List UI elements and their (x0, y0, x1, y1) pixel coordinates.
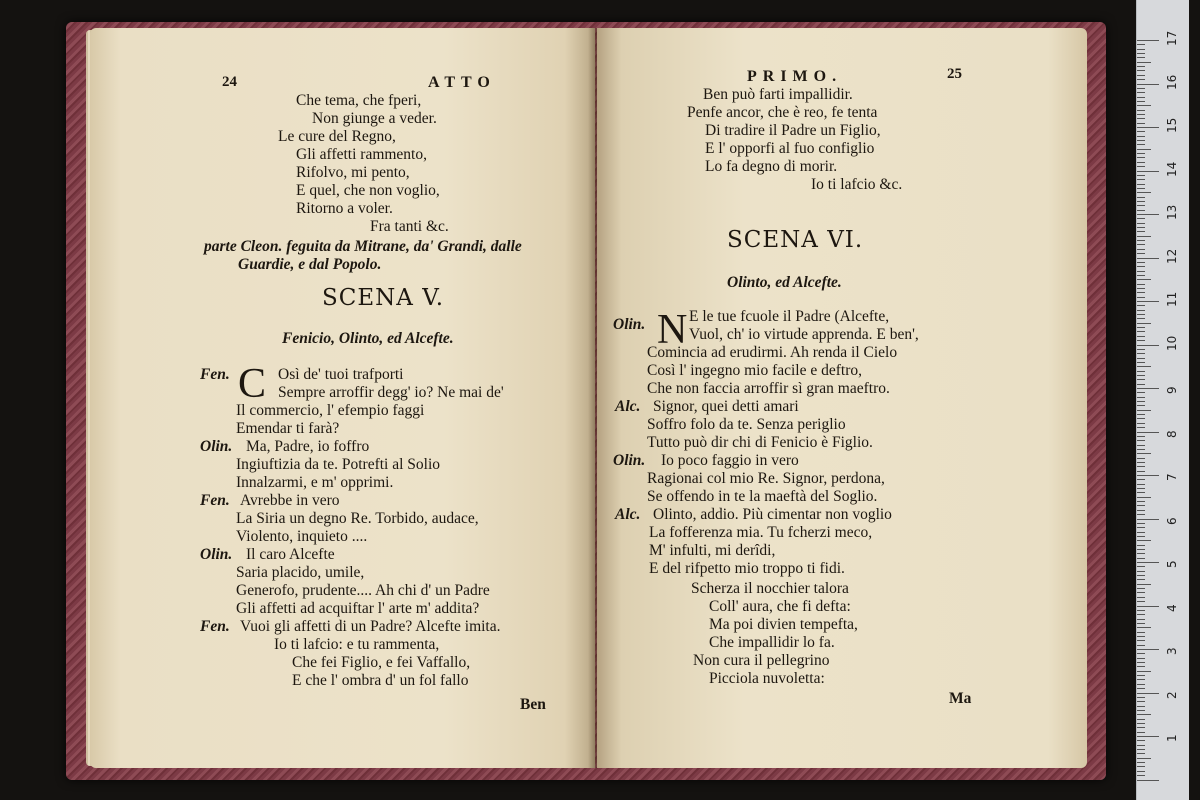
ruler-tick (1137, 79, 1145, 80)
verse-line: Non cura il pellegrino (693, 652, 830, 669)
ruler-tick (1137, 53, 1145, 54)
ruler-tick (1137, 179, 1145, 180)
ruler-tick (1137, 262, 1145, 263)
ruler-tick (1137, 401, 1145, 402)
dialogue-line: Soffro folo da te. Senza periglio (647, 416, 846, 433)
ruler-tick (1137, 445, 1145, 446)
dialogue-line: E che l' ombra d' un fol fallo (292, 672, 469, 689)
dialogue-line: Gli affetti ad acquiftar l' arte m' addita? (236, 600, 480, 617)
verse-line: E quel, che non voglio, (296, 182, 440, 199)
dialogue-line: Così l' ingegno mio facile e deftro, (647, 362, 863, 379)
ruler-tick (1137, 392, 1145, 393)
dialogue-line: Osì de' tuoi trafporti (278, 366, 404, 383)
ruler-tick (1137, 97, 1145, 98)
catchword: Ma (949, 690, 972, 707)
speaker-label: Alc. (615, 506, 641, 523)
verse-line: Lo fa degno di morir. (705, 158, 838, 175)
ruler-tick (1137, 597, 1145, 598)
ruler-tick (1137, 345, 1159, 346)
ruler-tick (1137, 305, 1145, 306)
ruler-label: 7 (1165, 473, 1179, 481)
dialogue-line: Innalzarmi, e m' opprimi. (236, 474, 394, 491)
ruler-tick (1137, 318, 1145, 319)
ruler-tick (1137, 510, 1145, 511)
ruler-tick (1137, 275, 1145, 276)
ruler-tick (1137, 366, 1151, 367)
ruler-tick (1137, 271, 1145, 272)
ruler-tick (1137, 66, 1145, 67)
ruler-tick (1137, 136, 1145, 137)
ruler-tick (1137, 131, 1145, 132)
ruler-tick (1137, 619, 1145, 620)
ruler-tick (1137, 484, 1145, 485)
verse-line: Scherza il nocchier talora (691, 580, 849, 597)
ruler-tick (1137, 584, 1151, 585)
ruler-tick (1137, 266, 1145, 267)
ruler-tick (1137, 540, 1151, 541)
ruler-tick (1137, 440, 1145, 441)
ruler-label: 9 (1165, 386, 1179, 394)
verse-line: Che tema, che fperi, (296, 92, 422, 109)
ruler-tick (1137, 666, 1145, 667)
running-header: PRIMO. (747, 68, 843, 85)
ruler-label: 2 (1165, 690, 1179, 699)
ruler-tick (1137, 532, 1145, 533)
ruler-tick (1137, 162, 1145, 163)
ruler-tick (1137, 127, 1159, 128)
ruler-label: 13 (1165, 204, 1179, 220)
ruler-tick (1137, 192, 1151, 193)
dialogue-line: M' infulti, mi derîdi, (649, 542, 776, 559)
ruler-tick (1137, 310, 1145, 311)
ruler-tick (1137, 188, 1145, 189)
ruler-tick (1137, 110, 1145, 111)
ruler-tick (1137, 284, 1145, 285)
dialogue-line: Saria placido, umile, (236, 564, 365, 581)
ruler-label: 1 (1165, 734, 1179, 742)
verse-line: Che impallidir lo fa. (709, 634, 835, 651)
ruler-tick (1137, 231, 1145, 232)
ruler-tick (1137, 714, 1151, 715)
dialogue-line: Se offendo in te la maeftà del Soglio. (647, 488, 878, 505)
dialogue-line: Il caro Alcefte (246, 546, 335, 563)
ruler-tick (1137, 723, 1145, 724)
ruler-tick (1137, 114, 1145, 115)
dialogue-line: E del rifpetto mio troppo ti fidi. (649, 560, 845, 577)
ruler-tick (1137, 227, 1145, 228)
ruler-label: 12 (1165, 248, 1179, 264)
ruler-label: 17 (1165, 30, 1179, 46)
ruler-tick (1137, 288, 1145, 289)
dialogue-line: Vuoi gli affetti di un Padre? Alcefte imita. (240, 618, 501, 635)
ruler-label: 14 (1165, 161, 1179, 177)
ruler-tick (1137, 706, 1145, 707)
scene-characters: Fenicio, Olinto, ed Alcefte. (282, 330, 454, 347)
ruler-tick (1137, 375, 1145, 376)
ruler-tick (1137, 62, 1151, 63)
ruler-tick (1137, 684, 1145, 685)
page-number: 24 (222, 74, 237, 90)
dialogue-line: La Siria un degno Re. Torbido, audace, (236, 510, 479, 527)
ruler-tick (1137, 49, 1145, 50)
ruler-tick (1137, 558, 1145, 559)
ruler-tick (1137, 44, 1145, 45)
ruler-tick (1137, 153, 1145, 154)
ruler-tick (1137, 384, 1145, 385)
ruler-label: 3 (1165, 647, 1179, 655)
ruler-tick (1137, 388, 1159, 389)
ruler-tick (1137, 301, 1159, 302)
ruler-tick (1137, 766, 1145, 767)
ruler-tick (1137, 475, 1159, 476)
dialogue-line: Signor, quei detti amari (653, 398, 799, 415)
ruler-tick (1137, 92, 1145, 93)
ruler-tick (1137, 479, 1145, 480)
ruler-tick (1137, 523, 1145, 524)
ruler-tick (1137, 640, 1145, 641)
verse-line: Le cure del Regno, (278, 128, 396, 145)
page-number: 25 (947, 66, 962, 82)
ruler-tick (1137, 758, 1151, 759)
dialogue-line: Tutto può dir chi di Fenicio è Figlio. (647, 434, 873, 451)
ruler-tick (1137, 253, 1145, 254)
ruler-tick (1137, 762, 1145, 763)
speaker-label: Olin. (200, 546, 233, 563)
ruler-tick (1137, 205, 1145, 206)
ruler-tick (1137, 606, 1159, 607)
ruler-tick (1137, 697, 1145, 698)
ruler-tick (1137, 449, 1145, 450)
dialogue-line: Emendar ti farà? (236, 420, 340, 437)
ruler-tick (1137, 501, 1145, 502)
dialogue-line: Sempre arroffir degg' io? Ne mai de' (278, 384, 504, 401)
ruler-tick (1137, 693, 1159, 694)
dialogue-line: Vuol, ch' io virtude apprenda. E ben', (689, 326, 919, 343)
ruler-label: 16 (1165, 74, 1179, 90)
dialogue-line: Che non faccia arroffir sì gran maeftro. (647, 380, 890, 397)
ruler-label: 10 (1165, 335, 1179, 351)
ruler-tick (1137, 592, 1145, 593)
verse-line: Penfe ancor, che è reo, fe tenta (687, 104, 878, 121)
ruler-tick (1137, 497, 1151, 498)
ruler-tick (1137, 405, 1145, 406)
ruler-tick (1137, 710, 1145, 711)
ruler-tick (1137, 736, 1159, 737)
drop-cap: C (238, 361, 267, 407)
ruler-tick (1137, 588, 1145, 589)
ruler-tick (1137, 144, 1145, 145)
speaker-label: Alc. (615, 398, 641, 415)
ruler-tick (1137, 418, 1145, 419)
ruler-tick (1137, 297, 1145, 298)
ruler-tick (1137, 201, 1145, 202)
scene-title: SCENA VI. (727, 227, 864, 253)
verse-line: Ma poi divien tempefta, (709, 616, 858, 633)
scene-characters: Olinto, ed Alcefte. (727, 274, 842, 291)
drop-cap: N (657, 307, 688, 353)
dialogue-line: Violento, inquieto .... (236, 528, 368, 545)
verse-line: Di tradire il Padre un Figlio, (705, 122, 881, 139)
ruler-tick (1137, 732, 1145, 733)
ruler-tick (1137, 353, 1145, 354)
left-page (90, 28, 595, 768)
ruler-tick (1137, 771, 1145, 772)
ruler-tick (1137, 519, 1159, 520)
dialogue-line: Che fei Figlio, e fei Vaffallo, (292, 654, 471, 671)
dialogue-line: Ragionai col mio Re. Signor, perdona, (647, 470, 885, 487)
ruler-tick (1137, 427, 1145, 428)
scene-title: SCENA V. (322, 285, 445, 311)
ruler-label: 15 (1165, 117, 1179, 133)
speaker-label: Fen. (200, 366, 230, 383)
speaker-label: Fen. (200, 492, 230, 509)
ruler-tick (1137, 336, 1145, 337)
verse-line: Io ti lafcio &c. (811, 176, 903, 193)
speaker-label: Fen. (200, 618, 230, 635)
stage-direction: parte Cleon. feguita da Mitrane, da' Grandi, dalle (204, 238, 522, 255)
ruler-tick (1137, 662, 1145, 663)
ruler-tick (1137, 123, 1145, 124)
dialogue-line: Comincia ad erudirmi. Ah renda il Cielo (647, 344, 898, 361)
ruler-tick (1137, 362, 1145, 363)
ruler-tick (1137, 140, 1145, 141)
ruler-label: 6 (1165, 516, 1179, 525)
ruler-tick (1137, 562, 1159, 563)
running-header: ATTO (428, 74, 496, 91)
ruler-tick (1137, 210, 1145, 211)
ruler-label: 8 (1165, 429, 1179, 438)
ruler-tick (1137, 244, 1145, 245)
ruler-tick (1137, 349, 1145, 350)
ruler-tick (1137, 410, 1151, 411)
ruler-tick (1137, 636, 1145, 637)
ruler-tick (1137, 453, 1151, 454)
ruler-tick (1137, 166, 1145, 167)
ruler-tick (1137, 458, 1145, 459)
ruler-tick (1137, 549, 1145, 550)
ruler-tick (1137, 323, 1151, 324)
verse-line: E l' opporfi al fuo configlio (705, 140, 875, 157)
ruler-tick (1137, 175, 1145, 176)
dialogue-line: Avrebbe in vero (240, 492, 340, 509)
ruler-tick (1137, 466, 1145, 467)
ruler-tick (1137, 462, 1145, 463)
ruler-tick (1137, 88, 1145, 89)
ruler-tick (1137, 601, 1145, 602)
ruler-tick (1137, 675, 1145, 676)
ruler-tick (1137, 40, 1159, 41)
dialogue-line: E le tue fcuole il Padre (Alcefte, (689, 308, 890, 325)
ruler-tick (1137, 571, 1145, 572)
ruler-tick (1137, 236, 1151, 237)
dialogue-line: La fofferenza mia. Tu fcherzi meco, (649, 524, 873, 541)
ruler-tick (1137, 157, 1145, 158)
ruler-tick (1137, 423, 1145, 424)
ruler-tick (1137, 579, 1145, 580)
speaker-label: Olin. (613, 316, 646, 333)
ruler-label: 4 (1165, 603, 1179, 612)
stage-direction: Guardie, e dal Popolo. (238, 256, 382, 273)
measuring-ruler (1136, 0, 1189, 800)
ruler-tick (1137, 492, 1145, 493)
verse-line: Ben può farti impallidir. (703, 86, 853, 103)
ruler-tick (1137, 214, 1159, 215)
dialogue-line: Generofo, prudente.... Ah chi d' un Padre (236, 582, 490, 599)
ruler-tick (1137, 553, 1145, 554)
ruler-tick (1137, 671, 1151, 672)
ruler-tick (1137, 184, 1145, 185)
ruler-tick (1137, 436, 1145, 437)
verse-line: Ritorno a voler. (296, 200, 393, 217)
ruler-tick (1137, 397, 1145, 398)
ruler-tick (1137, 749, 1145, 750)
catchword: Ben (520, 696, 546, 713)
ruler-tick (1137, 649, 1159, 650)
ruler-tick (1137, 679, 1145, 680)
verse-line: Fra tanti &c. (370, 218, 449, 235)
ruler-tick (1137, 75, 1145, 76)
ruler-tick (1137, 623, 1145, 624)
ruler-tick (1137, 753, 1145, 754)
ruler-tick (1137, 258, 1159, 259)
dialogue-line: Olinto, addio. Più cimentar non voglio (653, 506, 892, 523)
ruler-tick (1137, 719, 1145, 720)
dialogue-line: Ma, Padre, io foffro (246, 438, 370, 455)
ruler-tick (1137, 653, 1145, 654)
speaker-label: Olin. (200, 438, 233, 455)
verse-line: Rifolvo, mi pento, (296, 164, 410, 181)
speaker-label: Olin. (613, 452, 646, 469)
ruler-tick (1137, 327, 1145, 328)
ruler-tick (1137, 197, 1145, 198)
verse-line: Non giunge a veder. (312, 110, 437, 127)
ruler-tick (1137, 701, 1145, 702)
ruler-tick (1137, 740, 1145, 741)
ruler-tick (1137, 614, 1145, 615)
ruler-tick (1137, 645, 1145, 646)
ruler-tick (1137, 632, 1145, 633)
ruler-tick (1137, 340, 1145, 341)
dialogue-line: Io ti lafcio: e tu rammenta, (274, 636, 440, 653)
ruler-tick (1137, 149, 1151, 150)
ruler-label: 11 (1165, 291, 1179, 307)
ruler-tick (1137, 545, 1145, 546)
verse-line: Gli affetti rammento, (296, 146, 427, 163)
ruler-tick (1137, 279, 1151, 280)
ruler-tick (1137, 101, 1145, 102)
ruler-tick (1137, 775, 1145, 776)
ruler-tick (1137, 610, 1145, 611)
ruler-tick (1137, 575, 1145, 576)
ruler-tick (1137, 505, 1145, 506)
ruler-tick (1137, 471, 1145, 472)
verse-line: Picciola nuvoletta: (709, 670, 825, 687)
ruler-tick (1137, 223, 1145, 224)
ruler-tick (1137, 371, 1145, 372)
ruler-tick (1137, 527, 1145, 528)
ruler-tick (1137, 658, 1145, 659)
ruler-tick (1137, 379, 1145, 380)
ruler-tick (1137, 314, 1145, 315)
ruler-tick (1137, 536, 1145, 537)
ruler-tick (1137, 249, 1145, 250)
ruler-tick (1137, 780, 1159, 781)
ruler-tick (1137, 70, 1145, 71)
ruler-tick (1137, 745, 1145, 746)
ruler-tick (1137, 218, 1145, 219)
ruler-tick (1137, 292, 1145, 293)
ruler-tick (1137, 171, 1159, 172)
ruler-tick (1137, 432, 1159, 433)
dialogue-line: Ingiuftizia da te. Potrefti al Solio (236, 456, 441, 473)
ruler-tick (1137, 488, 1145, 489)
ruler-tick (1137, 514, 1145, 515)
dialogue-line: Il commercio, l' efempio faggi (236, 402, 425, 419)
ruler-tick (1137, 688, 1145, 689)
ruler-tick (1137, 118, 1145, 119)
dialogue-line: Io poco faggio in vero (661, 452, 799, 469)
ruler-tick (1137, 727, 1145, 728)
ruler-tick (1137, 358, 1145, 359)
ruler-tick (1137, 566, 1145, 567)
ruler-tick (1137, 105, 1151, 106)
ruler-tick (1137, 414, 1145, 415)
ruler-tick (1137, 331, 1145, 332)
ruler-tick (1137, 57, 1145, 58)
ruler-tick (1137, 627, 1151, 628)
ruler-label: 5 (1165, 560, 1179, 568)
verse-line: Coll' aura, che fi defta: (709, 598, 851, 615)
right-page (597, 28, 1087, 768)
ruler-tick (1137, 240, 1145, 241)
ruler-tick (1137, 84, 1159, 85)
